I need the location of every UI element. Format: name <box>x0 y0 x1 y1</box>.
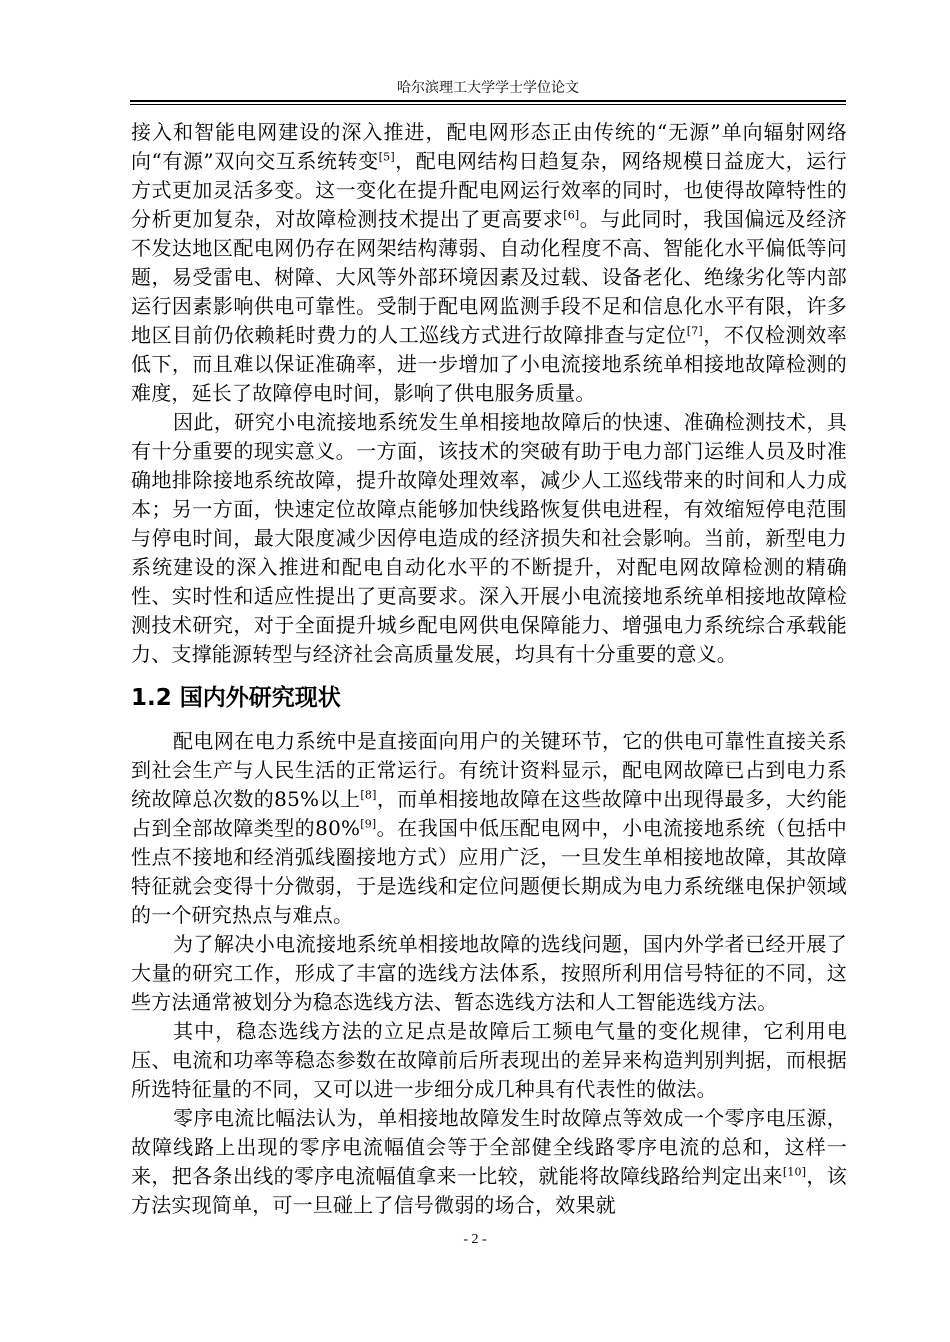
paragraph-text: ，该方法实现简单，可一旦碰上了信号微弱的场合，效果就 <box>131 1164 847 1217</box>
citation-ref: [7] <box>686 324 703 338</box>
paragraph <box>131 118 847 408</box>
citation-ref: [5] <box>378 150 395 164</box>
paragraph-text: ，而单相接地故障在这些故障中出现得最多，大约能占到全部故障类型的80% <box>131 787 847 840</box>
paragraph <box>131 930 847 1017</box>
running-header: 哈尔滨理工大学学士学位论文 <box>397 80 579 96</box>
citation-ref: [6] <box>563 208 580 222</box>
page-number: - 2 - <box>463 1232 487 1247</box>
header-rule-thin <box>130 104 846 105</box>
paragraph-text: 其中，稳态选线方法的立足点是故障后工频电气量的变化规律，它利用电压、电流和功率等稳态参数在故障前后所表现出的差异来构造判别判据，而根据所选特征量的不同，又可以进一步细分成几种具有代表性的做法。 <box>131 1019 847 1101</box>
paragraph-text: 因此，研究小电流接地系统发生单相接地故障后的快速、准确检测技术，具有十分重要的现实意义。一方面，该技术的突破有助于电力部门运维人员及时准确地排除接地系统故障，提升故障处理效率，减少人工巡线带来的时间和人力成本；另一方面，快速定位故障点能够加快线路恢复供电进程，有效缩短停电范围与停电时间，最大限度减少因停电造成的经济损失和社会影响。当前，新型电力系统建设的深入推进和配电自动化水平的不断提升，对配电网故障检测的精确性、实时性和适应性提出了更高要求。深入开展小电流接地系统单相接地故障检测技术研究，对于全面提升城乡配电网供电保障能力、增强电力系统综合承载能力、支撑能源转型与经济社会高质量发展，均具有十分重要的意义。 <box>131 410 847 666</box>
paragraph <box>131 408 847 669</box>
header-rule <box>130 100 846 102</box>
paragraph-text: 为了解决小电流接地系统单相接地故障的选线问题，国内外学者已经开展了大量的研究工作，形成了丰富的选线方法体系，按照所利用信号特征的不同，这些方法通常被划分为稳态选线方法、暂态选线方法和人工智能选线方法。 <box>131 932 847 1014</box>
citation-ref: [10] <box>782 1165 807 1179</box>
body-text <box>131 118 847 1220</box>
paragraph-text: 。在我国中低压配电网中，小电流接地系统（包括中性点不接地和经消弧线圈接地方式）应用广泛，一旦发生单相接地故障，其故障特征就会变得十分微弱，于是选线和定位问题便长期成为电力系统继电保护领域的一个研究热点与难点。 <box>131 816 847 927</box>
paragraph-text: 。与此同时，我国偏远及经济不发达地区配电网仍存在网架结构薄弱、自动化程度不高、智能化水平偏低等问题，易受雷电、树障、大风等外部环境因素及过载、设备老化、绝缘劣化等内部运行因素影响供电可靠性。受制于配电网监测手段不足和信息化水平有限，许多地区目前仍依赖耗时费力的人工巡线方式进行故障排查与定位 <box>131 207 847 347</box>
paragraph-text: 接入和智能电网建设的深入推进，配电网形态正由传统的“无源”单向辐射网络向“有源”双向交互系统转变 <box>131 120 847 173</box>
paragraph-text: 零序电流比幅法认为，单相接地故障发生时故障点等效成一个零序电压源，故障线路上出现的零序电流幅值会等于全部健全线路零序电流的总和，这样一来，把各条出线的零序电流幅值拿来一比较，就能将故障线路给判定出来 <box>131 1106 847 1188</box>
citation-ref: [8] <box>360 788 377 802</box>
paragraph <box>131 727 847 930</box>
paragraph-text: ，不仅检测效率低下，而且难以保证准确率，进一步增加了小电流接地系统单相接地故障检测的难度，延长了故障停电时间，影响了供电服务质量。 <box>131 323 847 405</box>
paragraph-text: ，配电网结构日趋复杂，网络规模日益庞大，运行方式更加灵活多变。这一变化在提升配电网运行效率的同时，也使得故障特性的分析更加复杂，对故障检测技术提出了更高要求 <box>131 149 847 231</box>
citation-ref: [9] <box>360 817 377 831</box>
paragraph <box>131 1104 847 1220</box>
section-heading: 1.2 国内外研究现状 <box>131 685 341 711</box>
paragraph-text: 配电网在电力系统中是直接面向用户的关键环节，它的供电可靠性直接关系到社会生产与人民生活的正常运行。有统计资料显示，配电网故障已占到电力系统故障总次数的85%以上 <box>131 729 847 811</box>
paragraph <box>131 1017 847 1104</box>
